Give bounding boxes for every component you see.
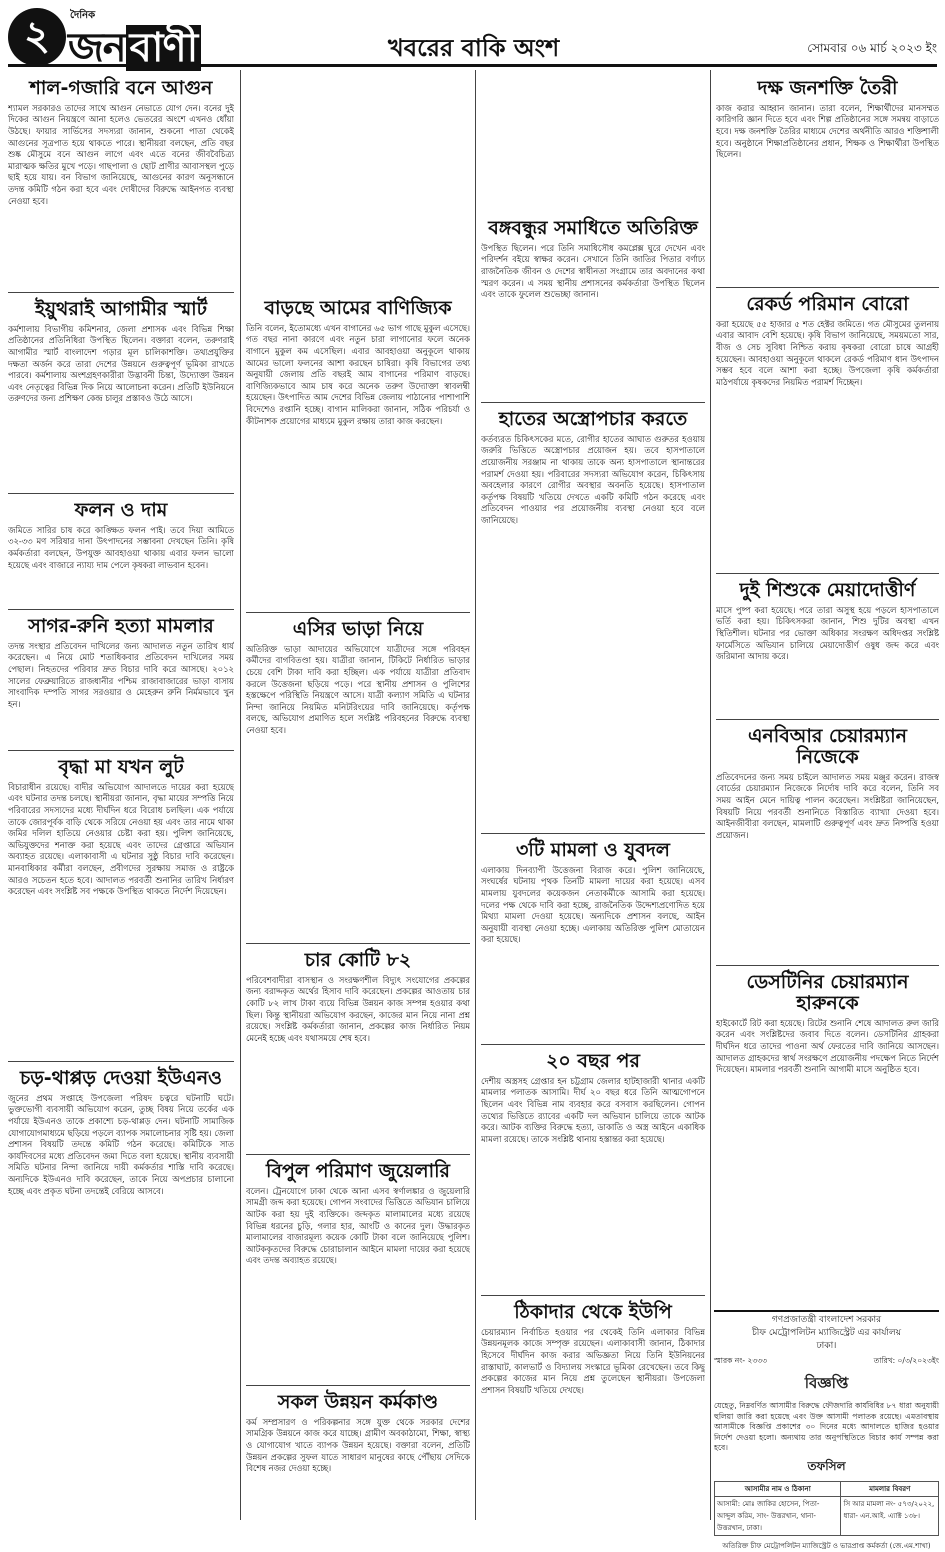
column-3	[481, 72, 705, 1520]
article-body: তদন্ত সংস্থার প্রতিবেদন দাখিলের জন্য আদালত নতুন তারিখ ধার্য করেছেন। এ নিয়ে মোট শতাধিকবার প্রতিবেদন দাখিলের সময় পেছাল। নিহতদের পরিবার দ্রুত বিচার দাবি করে আসছে। ২০১২ সালের ফেব্রুয়ারিতে রাজধানীর পশ্চিম রাজাবাজারের ভাড়া বাসায় সাংবাদিক দম্পতি সাগর সরওয়ার ও মেহেরুন রুনি নির্মমভাবে খুন হন।	[8, 640, 234, 709]
headline: দুই শিশুকে মেয়াদোত্তীর্ণ	[739, 579, 916, 601]
article	[8, 751, 234, 1061]
article	[8, 610, 234, 750]
headline: এসির ভাড়া নিয়ে	[292, 618, 424, 640]
notice-title: বিজ্ঞপ্তি	[804, 1374, 849, 1392]
table-cell: আসামী: মোঃ জাকির হোসেন, পিতা- আব্দুল করিম, সাং- উত্তরখান, থানা- উত্তরখান, ঢাকা।	[715, 1496, 841, 1535]
article	[246, 1386, 470, 1516]
article-body: পরিবেশবাদীরা বাসস্থান ও সংরক্ষণশীল বিদ্যুৎ সংযোগের প্রকল্পের জন্য বরাদ্দকৃত অর্থের হিসাব দাবি করেছেন। প্রকল্পের আওতায় চার কোটি ৮২ লাখ টাকা ব্যয়ে বিভিন্ন উন্নয়ন কাজ সম্পন্ন হওয়ার কথা ছিল। কিন্তু স্থানীয়রা অভিযোগ করছেন, কাজের মান নিয়ে নানা প্রশ্ন রয়েছে। সংশ্লিষ্ট কর্মকর্তারা জানান, প্রকল্পের কাজ নির্ধারিত নিয়ম মেনেই হচ্ছে এবং যথাসময়ে শেষ হবে।	[246, 974, 470, 1043]
page-date: সোমবার ০৬ মার্চ ২০২৩ ইং	[807, 41, 937, 55]
notice-body: যেহেতু, নিম্নবর্ণিত আসামীর বিরুদ্ধে ফৌজদারি কার্যবিধির ৮৭ ধারা অনুযায়ী হুলিয়া জারি করা হয়েছে এবং উক্ত আসামী পলাতক রয়েছে। এমতাবস্থায় আসামীকে বিজ্ঞপ্তি প্রকাশের ৩০ দিনের মধ্যে আদালতে হাজির হওয়ার নির্দেশ দেওয়া হলো। অন্যথায় তার অনুপস্থিতিতে বিচার কার্য সম্পন্ন করা হবে।	[714, 1401, 939, 1452]
notice-office: চীফ মেট্রোপলিটন ম্যাজিস্ট্রেট এর কার্যালয়	[751, 1328, 902, 1338]
table-header: মামলার বিবরণ	[841, 1481, 939, 1496]
article-body: বলেন। ট্রেনযোগে ঢাকা থেকে আনা এসব স্বর্ণালঙ্কার ও জুয়েলারি সামগ্রী জব্দ করা হয়েছে। গোপন সংবাদের ভিত্তিতে অভিযান চালিয়ে আটক করা হয় দুই ব্যক্তিকে। জব্দকৃত মালামালের মধ্যে রয়েছে বিভিন্ন ধরনের চুড়ি, গলার হার, আংটি ও কানের দুল। উদ্ধারকৃত মালামালের বাজারমূল্য কয়েক কোটি টাকা বলে জানিয়েছে পুলিশ। আটককৃতদের বিরুদ্ধে চোরাচালান আইনে মামলা দায়ের করা হয়েছে এবং তদন্ত অব্যাহত রয়েছে।	[246, 1185, 470, 1266]
logo-daily: দৈনিক	[70, 10, 96, 21]
divider	[716, 965, 939, 966]
government-notice	[714, 1314, 939, 1550]
divider	[246, 1385, 470, 1386]
table-header: আসামীর নাম ও ঠিকানা	[715, 1481, 841, 1496]
notice-gov: গণপ্রজাতন্ত্রী বাংলাদেশ সরকার	[771, 1315, 882, 1325]
article-body: এলাকায় দিনব্যাপী উত্তেজনা বিরাজ করে। পুলিশ জানিয়েছে, সংঘর্ষের ঘটনায় পৃথক তিনটি মামলা দায়ের করা হয়েছে। এসব মামলায় যুবদলের কয়েকজন নেতাকর্মীকে আসামি করা হয়েছে। দলের পক্ষ থেকে দাবি করা হচ্ছে, রাজনৈতিক উদ্দেশ্যপ্রণোদিত হয়ে মিথ্যা মামলা দেওয়া হয়েছে। অন্যদিকে প্রশাসন বলছে, আইন অনুযায়ী ব্যবস্থা নেওয়া হচ্ছে। এলাকায় অতিরিক্ত পুলিশ মোতায়েন করা হয়েছে।	[481, 864, 705, 945]
table-cell: সি আর মামলা নং- ৫৭৩/২০২২, ধারা- এন.আই. এ্যাক্ট ১৩৮।	[841, 1496, 939, 1535]
divider	[481, 833, 705, 834]
divider	[8, 750, 234, 751]
headline: বৃদ্ধা মা যখন লুট	[58, 756, 184, 778]
headline: ২০ বছর পর	[546, 1050, 640, 1072]
headline: দক্ষ জনশক্তি তৈরী	[757, 77, 898, 99]
headline: ফলন ও দাম	[74, 499, 168, 521]
column-2	[246, 72, 470, 1520]
divider	[714, 1310, 939, 1312]
section-title: খবরের বাকি অংশ	[388, 34, 560, 62]
divider	[8, 609, 234, 610]
article	[246, 1155, 470, 1385]
article	[481, 212, 705, 402]
divider	[246, 1154, 470, 1155]
article-body: কর্ম সম্প্রসারণ ও পরিকল্পনার সঙ্গে যুক্ত থেকে সরকার দেশের সামগ্রিক উন্নয়নে কাজ করে যাচ্ছে। গ্রামীণ অবকাঠামো, শিক্ষা, স্বাস্থ্য ও যোগাযোগ খাতে ব্যাপক উন্নয়ন হয়েছে। বক্তারা বলেন, প্রতিটি উন্নয়ন প্রকল্পের সুফল যাতে সাধারণ মানুষের কাছে পৌঁছায় সেদিকে বিশেষ নজর দেওয়া হচ্ছে।	[246, 1416, 470, 1474]
article	[716, 72, 939, 287]
notice-date: তারিখ: ০/৩/২০২৩ইং	[873, 1356, 939, 1365]
article	[481, 403, 705, 833]
article	[716, 288, 939, 573]
article	[246, 613, 470, 943]
article-body: চেয়ারম্যান নির্বাচিত হওয়ার পর থেকেই তিনি এলাকার বিভিন্ন উন্নয়নমূলক কাজে সম্পৃক্ত রয়েছেন। এলাকাবাসী জানান, ঠিকাদার হিসেবে দীর্ঘদিন কাজ করার অভিজ্ঞতা নিয়ে তিনি ইউনিয়নের রাস্তাঘাট, কালভার্ট ও বিদ্যালয় সংস্কারে ভূমিকা রেখেছেন। তবে কিছু প্রকল্পের কাজের মান নিয়ে প্রশ্ন তুলেছেন স্থানীয়রা। উপজেলা প্রশাসন বিষয়টি খতিয়ে দেখছে।	[481, 1326, 705, 1395]
notice-ref: স্মারক নং- ২৩৩৩	[714, 1356, 768, 1365]
headline: রেকর্ড পরিমান বোরো	[746, 293, 909, 315]
article	[716, 966, 939, 1206]
article	[481, 1045, 705, 1295]
divider	[716, 719, 939, 720]
article-body: জুনের প্রথম সপ্তাহে উপজেলা পরিষদ চত্বরে ঘটনাটি ঘটে। ভুক্তভোগী ব্যবসায়ী অভিযোগ করেন, তুচ্ছ বিষয় নিয়ে তর্কের এক পর্যায়ে ইউএনও তাকে প্রকাশ্যে চড়-থাপ্পড় দেন। ঘটনাটি সামাজিক যোগাযোগমাধ্যমে ছড়িয়ে পড়লে ব্যাপক সমালোচনার সৃষ্টি হয়। জেলা প্রশাসন বিষয়টি তদন্তে কমিটি গঠন করেছে। কমিটিকে সাত কার্যদিবসের মধ্যে প্রতিবেদন জমা দিতে বলা হয়েছে। স্থানীয় ব্যবসায়ী সমিতি ঘটনার নিন্দা জানিয়ে দায়ী কর্মকর্তার শাস্তি দাবি করেছে। অন্যদিকে ইউএনও দাবি করেছেন, তাকে নিয়ে অপপ্রচার চালানো হচ্ছে এবং প্রকৃত ঘটনা তদন্তেই বেরিয়ে আসবে।	[8, 1092, 234, 1196]
notice-city: ঢাকা।	[816, 1341, 837, 1351]
article-body: উপস্থিত ছিলেন। পরে তিনি সমাধিসৌধ কমপ্লেক্স ঘুরে দেখেন এবং পরিদর্শন বইয়ে স্বাক্ষর করেন। সেখানে তিনি জাতির পিতার বর্ণাঢ্য রাজনৈতিক জীবন ও দেশের স্বাধীনতা সংগ্রামে তার অবদানের কথা স্মরণ করেন। এ সময় স্থানীয় প্রশাসনের কর্মকর্তারা উপস্থিত ছিলেন এবং তাকে ফুলেল শুভেচ্ছা জানান।	[481, 242, 705, 300]
article	[246, 72, 470, 292]
article-body: বিচারাধীন রয়েছে। বাদীর অভিযোগ আদালতে দায়ের করা হয়েছে এবং ঘটনার তদন্ত চলছে। স্থানীয়রা জানান, বৃদ্ধা মায়ের সম্পত্তি নিয়ে পরিবারের সদস্যদের মধ্যে দীর্ঘদিন ধরে বিরোধ চলছিল। এক পর্যায়ে তাকে জোরপূর্বক বাড়ি থেকে সরিয়ে নেওয়া হয় এবং তার নামে থাকা জমির দলিল হাতিয়ে নেওয়ার চেষ্টা করা হয়। পুলিশ জানিয়েছে, অভিযুক্তদের শনাক্ত করা হয়েছে এবং তাদের গ্রেপ্তারে অভিযান অব্যাহত রয়েছে। এলাকাবাসী এ ঘটনার সুষ্ঠু বিচার দাবি করেছেন। মানবাধিকার কর্মীরা বলছেন, প্রবীণদের সুরক্ষায় সমাজ ও রাষ্ট্রকে আরও সচেতন হতে হবে। আদালত পরবর্তী শুনানির তারিখ নির্ধারণ করেছেন এবং সংশ্লিষ্ট সব পক্ষকে উপস্থিত থাকতে নির্দেশ দিয়েছেন।	[8, 781, 234, 897]
divider	[8, 1061, 234, 1062]
divider	[8, 292, 234, 293]
divider	[246, 612, 470, 613]
article-body: জমিতে সারির চাষ করে কাঙ্ক্ষিত ফলন পাই। তবে দিয়া আমিতে ৩২-৩৩ মণ সরিষার দানা উৎপাদনের সম্ভাবনা দেখছেন তিনি। কৃষি কর্মকর্তারা বলছেন, উপযুক্ত আবহাওয়া থাকায় এবার ফলন ভালো হয়েছে এবং বাজারে ন্যায্য দাম পেলে কৃষকরা লাভবান হবেন।	[8, 524, 234, 570]
masthead-rule	[8, 64, 937, 67]
divider	[246, 943, 470, 944]
divider	[481, 1295, 705, 1296]
headline: শাল-গজারি বনে আগুন	[29, 77, 213, 99]
headline: সকল উন্নয়ন কর্মকাণ্ড	[277, 1391, 439, 1413]
article-body: কর্তব্যরত চিকিৎসকের মতে, রোগীর হাতের আঘাত গুরুতর হওয়ায় জরুরি ভিত্তিতে অস্ত্রোপচার প্রয়োজন হয়। তবে হাসপাতালে প্রয়োজনীয় সরঞ্জাম না থাকায় তাকে অন্য হাসপাতালে স্থানান্তরের পরামর্শ দেওয়া হয়। পরিবারের সদস্যরা অভিযোগ করেন, চিকিৎসায় অবহেলার কারণে রোগীর অবস্থার অবনতি হয়েছে। হাসপাতাল কর্তৃপক্ষ বিষয়টি খতিয়ে দেখতে একটি কমিটি গঠন করেছে এবং প্রতিবেদন পাওয়ার পর প্রয়োজনীয় ব্যবস্থা নেওয়া হবে বলে জানিয়েছে।	[481, 433, 705, 526]
article	[716, 720, 939, 965]
column-1	[8, 72, 234, 1520]
headline: ডেসটিনির চেয়ারম্যান হারুনকে	[746, 971, 909, 1014]
divider	[481, 402, 705, 403]
page-number: ২	[8, 8, 66, 66]
divider	[8, 493, 234, 494]
article	[481, 834, 705, 1044]
article-body: কর্মশালায় বিভাগীয় কমিশনার, জেলা প্রশাসক এবং বিভিন্ন শিক্ষা প্রতিষ্ঠানের প্রতিনিধিরা উপস্থিত ছিলেন। বক্তারা বলেন, তরুণরাই আগামীর স্মার্ট বাংলাদেশ গড়ার মূল চালিকাশক্তি। তথ্যপ্রযুক্তির দক্ষতা অর্জন করে তারা দেশের উন্নয়নে গুরুত্বপূর্ণ ভূমিকা রাখতে পারবে। কর্মশালায় অংশগ্রহণকারীরা উদ্ভাবনী চিন্তা, উদ্যোক্তা উন্নয়ন এবং নেতৃত্বের বিভিন্ন দিক নিয়ে আলোচনা করেন। প্রতিটি ইউনিয়নে তরুণদের জন্য প্রশিক্ষণ কেন্দ্র চালুর প্রস্তাবও উঠে আসে।	[8, 323, 234, 404]
article-body: হাইকোর্টে রিট করা হয়েছে। রিটের শুনানি শেষে আদালত রুল জারি করেন এবং সংশ্লিষ্টদের জবাব দিতে বলেন। ডেসটিনির গ্রাহকরা দীর্ঘদিন ধরে তাদের পাওনা অর্থ ফেরতের দাবি জানিয়ে আসছেন। আদালত গ্রাহকদের স্বার্থ সংরক্ষণে প্রয়োজনীয় পদক্ষেপ নিতে নির্দেশ দিয়েছেন। মামলার পরবর্তী শুনানি আগামী মাসে অনুষ্ঠিত হবে।	[716, 1017, 939, 1075]
article	[246, 944, 470, 1154]
divider	[716, 287, 939, 288]
divider	[481, 1044, 705, 1045]
article	[8, 1062, 234, 1502]
headline: বঙ্গবন্ধুর সমাধিতে অতিরিক্ত	[488, 217, 698, 239]
article	[246, 292, 470, 612]
article-body: প্রতিবেদনের জন্য সময় চাইলে আদালত সময় মঞ্জুর করেন। রাজস্ব বোর্ডের চেয়ারম্যান নিজেকে নির্দোষ দাবি করে বলেন, তিনি সব সময় আইন মেনে দায়িত্ব পালন করেছেন। সংশ্লিষ্টরা জানিয়েছেন, বিষয়টি নিয়ে পরবর্তী শুনানিতে বিস্তারিত ব্যাখ্যা দেওয়া হবে। আইনজীবীরা বলছেন, মামলাটি গুরুত্বপূর্ণ এবং দ্রুত নিষ্পত্তি হওয়া প্রয়োজন।	[716, 771, 939, 840]
column-divider	[240, 70, 241, 1520]
notice-signature: অতিরিক্ত চীফ মেট্রোপলিটন ম্যাজিস্ট্রেট ও ভারপ্রাপ্ত কর্মকর্তা (জে.এম.শাখা)	[722, 1541, 931, 1550]
column-4	[716, 72, 939, 1310]
column-divider	[710, 70, 711, 1520]
headline: ইয়ুথরাই আগামীর স্মার্ট	[34, 298, 208, 320]
divider	[716, 573, 939, 574]
headline: এনবিআর চেয়ারম্যান নিজেকে	[747, 725, 908, 768]
notice-table	[714, 1481, 939, 1536]
article	[481, 72, 705, 212]
article-body: দেশীয় অস্ত্রসহ গ্রেপ্তার হন চট্টগ্রাম জেলার হাটহাজারী থানার একটি মামলার পলাতক আসামি। দীর্ঘ ২০ বছর ধরে তিনি আত্মগোপনে ছিলেন এবং বিভিন্ন নাম ব্যবহার করে বসবাস করছিলেন। গোপন তথ্যের ভিত্তিতে র‍্যাবের একটি দল অভিযান চালিয়ে তাকে আটক করে। আটক ব্যক্তির বিরুদ্ধে হত্যা, ডাকাতি ও অস্ত্র আইনে একাধিক মামলা রয়েছে। তাকে সংশ্লিষ্ট থানায় হস্তান্তর করা হয়েছে।	[481, 1075, 705, 1144]
logo-right: বাণী	[126, 25, 202, 71]
headline: সাগর-রুনি হত্যা মামলার	[28, 615, 214, 637]
headline: ঠিকাদার থেকে ইউপি	[514, 1301, 672, 1323]
headline: বিপুল পরিমাণ জুয়েলারি	[265, 1160, 450, 1182]
notice-meta	[714, 1356, 939, 1368]
headline: বাড়ছে আমের বাণিজ্যিক	[264, 297, 452, 319]
article	[481, 1296, 705, 1516]
headline: চার কোটি ৮২	[304, 949, 412, 971]
table-row	[715, 1496, 939, 1535]
article	[8, 293, 234, 493]
article-body: শ্যামল সরকারও তাদের সাথে আগুন নেভাতে যোগ দেন। বনের দুই দিকের আগুন নিয়ন্ত্রণে আনা হলেও ভেতরের অংশে এখনও ধোঁয়া উঠছে। ফায়ার সার্ভিসের সদস্যরা জানান, শুকনো পাতা থেকেই আগুনের সূত্রপাত হয়ে থাকতে পারে। স্থানীয়রা বলছেন, প্রতি বছর শুষ্ক মৌসুমে বনে আগুন লাগে এবং এতে বনের জীববৈচিত্র্য মারাত্মক ক্ষতির মুখে পড়ে। গাছপালা ও ছোট প্রাণীর আবাসস্থল পুড়ে ছাই হয়ে যায়। বন বিভাগ জানিয়েছে, আগুনের কারণ অনুসন্ধানে তদন্ত কমিটি গঠন করা হবে এবং দোষীদের বিরুদ্ধে আইনগত ব্যবস্থা নেওয়া হবে।	[8, 102, 234, 206]
article	[8, 72, 234, 292]
article	[8, 494, 234, 609]
article-body: তিনি বলেন, ইতোমধ্যে এখন বাগানের ৬৫ ভাগ গাছে মুকুল এসেছে। গত বছর নানা কারণে এবং নতুন চারা লাগানোর ফলে অনেক বাগানে মুকুল কম এসেছিল। এবার আবহাওয়া অনুকূলে থাকায় আমের ভালো ফলনের আশা করছেন চাষিরা। কৃষি বিভাগের তথ্য অনুযায়ী জেলায় প্রতি বছরই আম বাগানের পরিমাণ বাড়ছে। বাণিজ্যিকভাবে আম চাষ করে অনেক তরুণ উদ্যোক্তা স্বাবলম্বী হয়েছেন। উৎপাদিত আম দেশের বিভিন্ন জেলায় পাঠানোর পাশাপাশি বিদেশেও রপ্তানি হচ্ছে। বাগান মালিকরা জানান, সঠিক পরিচর্যা ও কীটনাশক প্রয়োগের মাধ্যমে মুকুল রক্ষায় তারা কাজ করছেন।	[246, 322, 470, 426]
article-body: করা হয়েছে ৫৫ হাজার ৫ শত হেক্টর জমিতে। গত মৌসুমের তুলনায় এবার আবাদ বেশি হয়েছে। কৃষি বিভাগ জানিয়েছে, সময়মতো সার, বীজ ও সেচ সুবিধা নিশ্চিত করায় কৃষকরা বোরো চাষে আগ্রহী হয়েছেন। আবহাওয়া অনুকূলে থাকলে রেকর্ড পরিমাণ ধান উৎপাদন সম্ভব হবে বলে আশা করা হচ্ছে। উপজেলা কৃষি কর্মকর্তারা মাঠপর্যায়ে কৃষকদের নিয়মিত পরামর্শ দিচ্ছেন।	[716, 318, 939, 387]
article-body: কাজ করার আহ্বান জানান। তারা বলেন, শিক্ষার্থীদের মানসম্মত কারিগরি জ্ঞান দিতে হবে এবং শিল্প প্রতিষ্ঠানের সঙ্গে সমন্বয় বাড়াতে হবে। দক্ষ জনশক্তি তৈরির মাধ্যমে দেশের অর্থনীতি আরও শক্তিশালী হবে। অনুষ্ঠানে শিক্ষাপ্রতিষ্ঠানের প্রধান, শিক্ষক ও শিক্ষার্থীরা উপস্থিত ছিলেন।	[716, 102, 939, 160]
column-divider	[475, 70, 476, 1520]
article-body: মাসে পুষ্প করা হয়েছে। পরে তারা অসুস্থ হয়ে পড়লে হাসপাতালে ভর্তি করা হয়। চিকিৎসকরা জানান, শিশু দুটির অবস্থা এখন স্থিতিশীল। ঘটনার পর ভোক্তা অধিকার সংরক্ষণ অধিদপ্তর সংশ্লিষ্ট ফার্মেসিতে অভিযান চালিয়ে মেয়াদোত্তীর্ণ ওষুধ জব্দ করে এবং জরিমানা আদায় করে।	[716, 604, 939, 662]
article	[716, 574, 939, 719]
headline: ৩টি মামলা ও যুবদল	[516, 839, 670, 861]
table-header-row	[715, 1481, 939, 1496]
headline: চড়-থাপ্পড় দেওয়া ইউএনও	[19, 1067, 223, 1089]
logo-left: জন	[68, 25, 126, 71]
headline: হাতের অস্ত্রোপচার করতে	[498, 408, 688, 430]
notice-schedule-title: তফসিল	[807, 1458, 846, 1473]
article-body: অতিরিক্ত ভাড়া আদায়ের অভিযোগে যাত্রীদের সঙ্গে পরিবহন কর্মীদের বাগবিতণ্ডা হয়। যাত্রীরা জানান, টিকিটে নির্ধারিত ভাড়ার চেয়ে বেশি টাকা দাবি করা হচ্ছিল। এক পর্যায়ে যাত্রীরা প্রতিবাদ করলে উত্তেজনা ছড়িয়ে পড়ে। পরে স্থানীয় প্রশাসন ও পুলিশের হস্তক্ষেপে পরিস্থিতি নিয়ন্ত্রণে আসে। যাত্রী কল্যাণ সমিতি এ ঘটনার নিন্দা জানিয়ে নিয়মিত মনিটরিংয়ের দাবি জানিয়েছে। কর্তৃপক্ষ বলছে, অভিযোগ প্রমাণিত হলে সংশ্লিষ্ট পরিবহনের বিরুদ্ধে ব্যবস্থা নেওয়া হবে।	[246, 643, 470, 736]
